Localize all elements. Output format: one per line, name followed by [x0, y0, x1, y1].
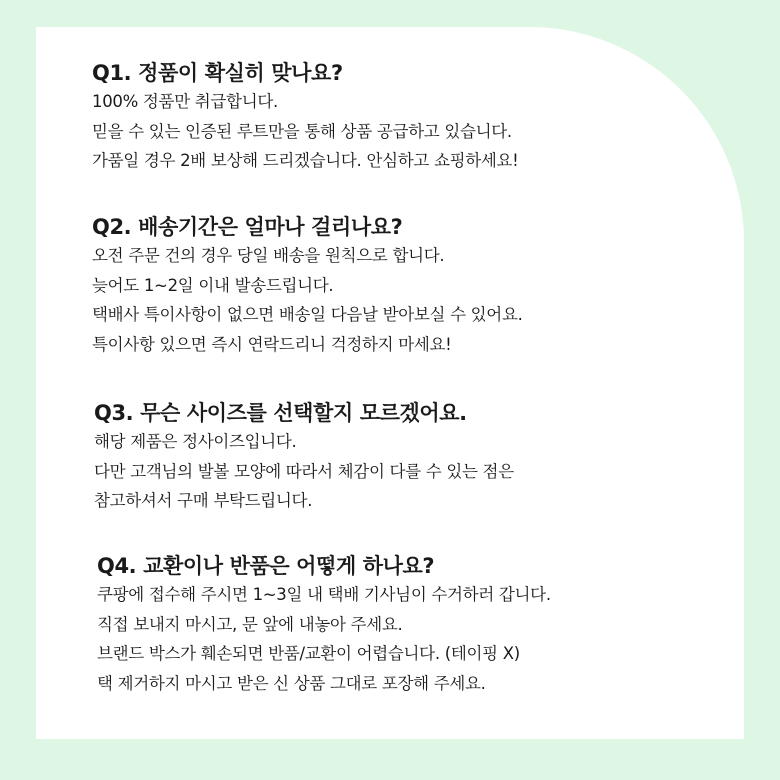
faq-item-3 [94, 399, 780, 516]
faq-answer-line: 믿을 수 있는 인증된 루트만을 통해 상품 공급하고 있습니다. [92, 121, 512, 141]
faq-answer-line: 100% 정품만 취급합니다. [92, 92, 278, 111]
faq-card [36, 27, 744, 739]
faq-question: Q1. 정품이 확실히 맞나요? [92, 61, 343, 85]
faq-item-4 [97, 552, 780, 698]
faq-answer-line: 해당 제품은 정사이즈입니다. [94, 432, 297, 451]
faq-answer-line: 직접 보내지 마시고, 문 앞에 내놓아 주세요. [97, 614, 403, 634]
faq-answer-line: 가품일 경우 2배 보상해 드리겠습니다. 안심하고 쇼핑하세요! [92, 151, 519, 170]
faq-answer-line: 참고하셔서 구매 부탁드립니다. [94, 491, 313, 510]
faq-answer-line: 특이사항 있으면 즉시 연락드리니 걱정하지 마세요! [92, 334, 452, 354]
faq-item-1 [92, 59, 780, 176]
faq-answer-line: 택배사 특이사항이 없으면 배송일 다음날 받아보실 수 있어요. [92, 305, 523, 324]
faq-question: Q2. 배송기간은 얼마나 걸리나요? [92, 215, 403, 239]
faq-item-2 [92, 213, 780, 359]
faq-answer-line: 택 제거하지 마시고 받은 신 상품 그대로 포장해 주세요. [97, 673, 486, 693]
faq-answer-line: 브랜드 박스가 훼손되면 반품/교환이 어렵습니다. (테이핑 X) [97, 644, 520, 663]
faq-answer-line: 오전 주문 건의 경우 당일 배송을 원칙으로 합니다. [92, 246, 445, 265]
faq-question: Q3. 무슨 사이즈를 선택할지 모르겠어요. [94, 401, 467, 425]
faq-answer-line: 다만 고객님의 발볼 모양에 따라서 체감이 다를 수 있는 점은 [94, 461, 514, 481]
faq-question: Q4. 교환이나 반품은 어떻게 하나요? [97, 554, 435, 578]
faq-answer-line: 늦어도 1~2일 이내 발송드립니다. [92, 275, 334, 295]
faq-answer-line: 쿠팡에 접수해 주시면 1~3일 내 택배 기사님이 수거하러 갑니다. [97, 585, 551, 604]
